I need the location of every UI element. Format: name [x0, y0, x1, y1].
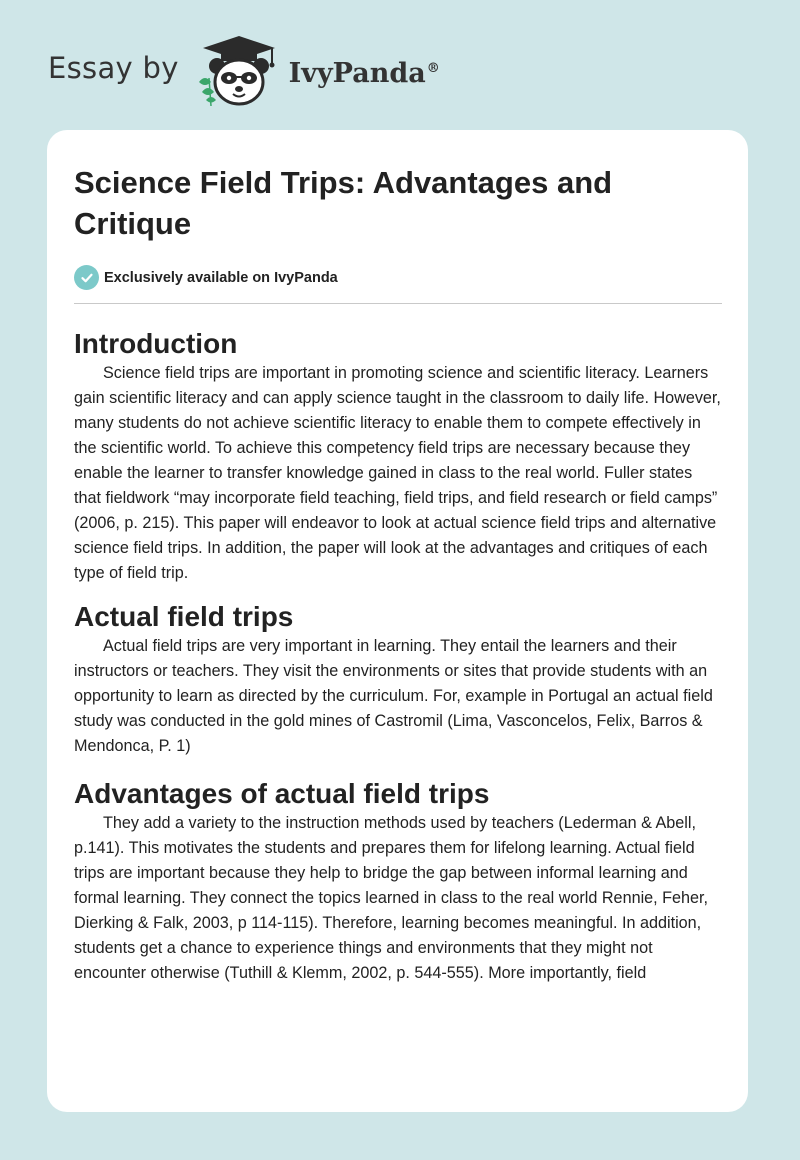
brand-prefix: Essay by [48, 51, 179, 85]
checkmark-icon [74, 265, 99, 290]
essay-card [47, 130, 748, 1112]
essay-content [47, 130, 748, 986]
essay-title: Science Field Trips: Advantages and Critique [74, 165, 613, 241]
section-heading-actual-field-trips: Actual field trips [74, 601, 294, 632]
site-header [48, 34, 440, 110]
registered-mark: ® [426, 60, 440, 76]
brand-name-text: IvyPanda [288, 57, 426, 89]
exclusive-badge [74, 265, 722, 304]
section-paragraph-advantages: They add a variety to the instruction methods used by teachers (Lederman & Abell, p.141). This motivates the students and prepares them for lifelong learning. Actual field trips are important because they help to bridge the gap between informal learning and formal learning. They connect the topics learned in class to the real world Rennie, Feher, Dierking & Falk, 2003, p 114-115). Therefore, learning becomes meaningful. In addition, students get a chance to experience things and environments that they might not encounter otherwise (Tuthill & Klemm, 2002, p. 544-555). More importantly, field [74, 814, 709, 982]
brand-name [289, 58, 440, 89]
panda-logo-icon[interactable] [193, 34, 285, 110]
section-heading-introduction: Introduction [74, 328, 238, 359]
section-paragraph-introduction: Science field trips are important in promoting science and scientific literacy. Learners gain scientific literacy and can apply science taught in the classroom to daily life. However, many students do not achieve scientific literacy to enable them to compete effectively in the scientific world. To achieve this competency field trips are necessary because they enable the learner to transfer knowledge gained in class to the real world. Fuller states that fieldwork “may incorporate field teaching, field trips, and field research or field camps” (2006, p. 215). This paper will endeavor to look at actual science field trips and alternative science field trips. In addition, the paper will look at the advantages and critiques of each type of field trip. [74, 364, 721, 582]
exclusive-badge-text: Exclusively available on IvyPanda [104, 269, 338, 286]
section-paragraph-actual-field-trips: Actual field trips are very important in learning. They entail the learners and their instructors or teachers. They visit the environments or sites that provide students with an opportunity to learn as directed by the curriculum. For, example in Portugal an actual field study was conducted in the gold mines of Castromil (Lima, Vasconcelos, Felix, Barros & Mendonca, P. 1) [74, 637, 713, 755]
section-heading-advantages: Advantages of actual field trips [74, 778, 490, 809]
